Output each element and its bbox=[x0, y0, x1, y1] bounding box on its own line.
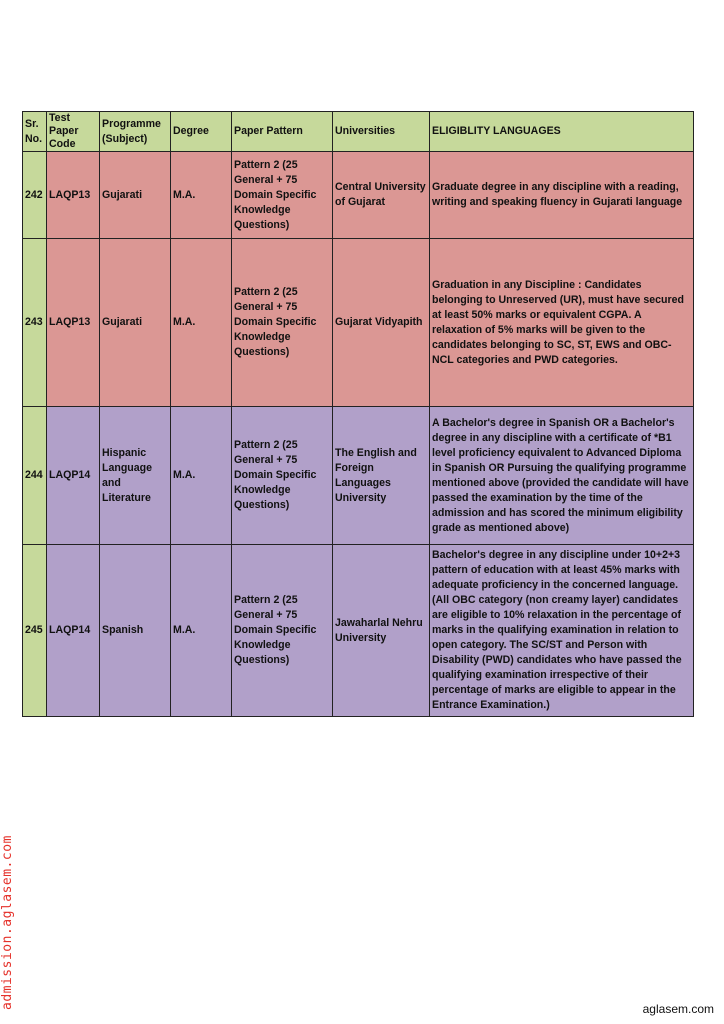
header-programme: Programme (Subject) bbox=[100, 112, 171, 152]
header-paper-pattern: Paper Pattern bbox=[232, 112, 333, 152]
table-row bbox=[23, 545, 694, 717]
cell-eligibility: A Bachelor's degree in Spanish OR a Bachelor's degree in any discipline with a certificate of *B1 level proficiency equivalent to Advanced Diploma in Spanish OR Pursuing the qualifying programme mentioned above (provided the candidate will have passed the examination by the time of the admission and has scored the minimum eligibility grade as mentioned above) bbox=[430, 407, 694, 545]
table-row bbox=[23, 407, 694, 545]
table-row bbox=[23, 239, 694, 407]
header-universities: Universities bbox=[333, 112, 430, 152]
cell-university: Central University of Gujarat bbox=[333, 152, 430, 239]
cell-paper-pattern: Pattern 2 (25 General + 75 Domain Specific Knowledge Questions) bbox=[232, 152, 333, 239]
cell-eligibility: Bachelor's degree in any discipline under 10+2+3 pattern of education with at least 45% marks with adequate proficiency in the concerned language. (All OBC category (non creamy layer) candidates are eligible to 10% relaxation in the percentage of marks in the qualifying examination in relation to open category. The SC/ST and Person with Disability (PWD) candidates who have passed the qualifying examination irrespective of their percentage of marks are eligible to appear in the Entrance Examination.) bbox=[430, 545, 694, 717]
header-sr-no: Sr. No. bbox=[23, 112, 47, 152]
cell-degree: M.A. bbox=[171, 545, 232, 717]
cell-test-paper-code: LAQP13 bbox=[47, 239, 100, 407]
watermark-text: admission.aglasem.com bbox=[0, 835, 15, 1010]
cell-paper-pattern: Pattern 2 (25 General + 75 Domain Specific Knowledge Questions) bbox=[232, 239, 333, 407]
cell-sr-no: 243 bbox=[23, 239, 47, 407]
cell-sr-no: 242 bbox=[23, 152, 47, 239]
cell-university: Gujarat Vidyapith bbox=[333, 239, 430, 407]
cell-paper-pattern: Pattern 2 (25 General + 75 Domain Specific Knowledge Questions) bbox=[232, 545, 333, 717]
eligibility-table bbox=[22, 111, 694, 717]
cell-programme: Hispanic Language and Literature bbox=[100, 407, 171, 545]
cell-test-paper-code: LAQP14 bbox=[47, 545, 100, 717]
cell-programme: Gujarati bbox=[100, 152, 171, 239]
cell-test-paper-code: LAQP14 bbox=[47, 407, 100, 545]
cell-university: The English and Foreign Languages University bbox=[333, 407, 430, 545]
cell-paper-pattern: Pattern 2 (25 General + 75 Domain Specific Knowledge Questions) bbox=[232, 407, 333, 545]
cell-programme: Gujarati bbox=[100, 239, 171, 407]
cell-programme: Spanish bbox=[100, 545, 171, 717]
cell-sr-no: 245 bbox=[23, 545, 47, 717]
cell-university: Jawaharlal Nehru University bbox=[333, 545, 430, 717]
cell-degree: M.A. bbox=[171, 239, 232, 407]
cell-sr-no: 244 bbox=[23, 407, 47, 545]
cell-test-paper-code: LAQP13 bbox=[47, 152, 100, 239]
table-header-row bbox=[23, 112, 694, 152]
cell-degree: M.A. bbox=[171, 152, 232, 239]
header-test-paper-code: Test Paper Code bbox=[47, 112, 100, 152]
cell-eligibility: Graduate degree in any discipline with a reading, writing and speaking fluency in Gujarati language bbox=[430, 152, 694, 239]
footer-brand: aglasem.com bbox=[642, 1002, 714, 1016]
cell-degree: M.A. bbox=[171, 407, 232, 545]
header-degree: Degree bbox=[171, 112, 232, 152]
cell-eligibility: Graduation in any Discipline : Candidates belonging to Unreserved (UR), must have secured at least 50% marks or equivalent CGPA. A relaxation of 5% marks will be given to the candidates belonging to SC, ST, EWS and OBC-NCL categories and PWD categories. bbox=[430, 239, 694, 407]
table-row bbox=[23, 152, 694, 239]
header-eligibility: ELIGIBLITY LANGUAGES bbox=[430, 112, 694, 152]
